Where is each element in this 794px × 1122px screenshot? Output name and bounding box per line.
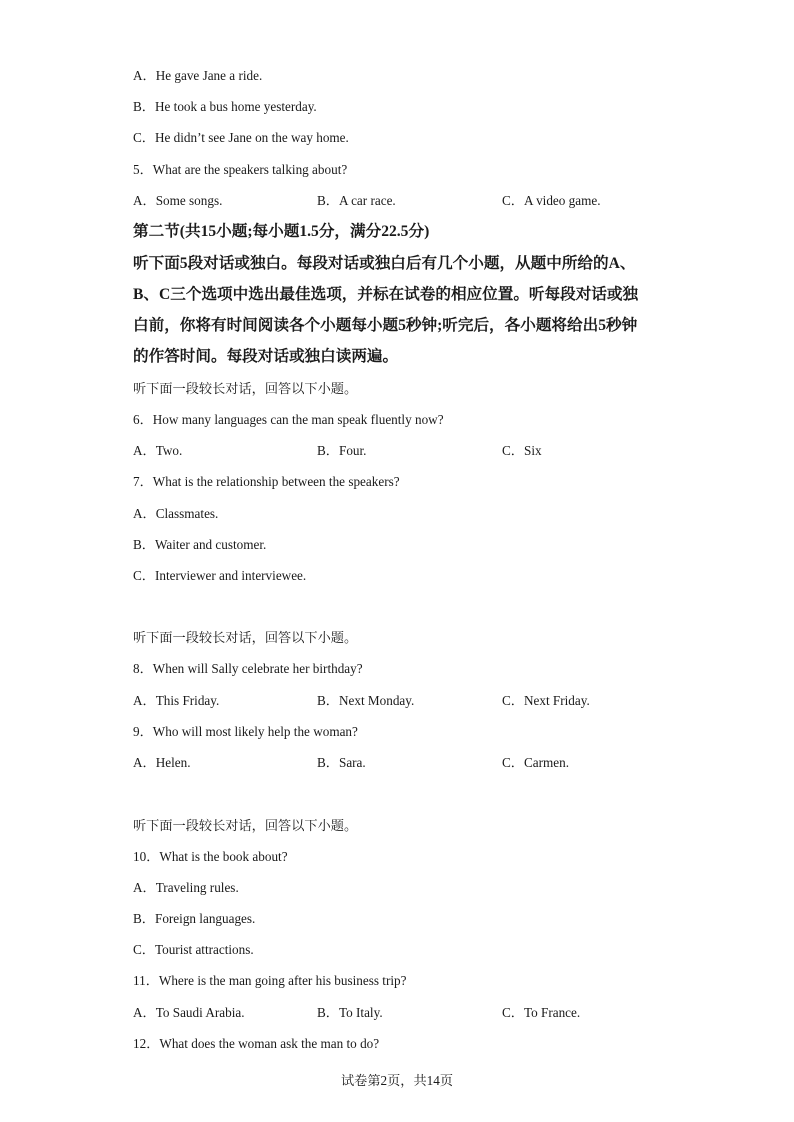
q8-options [133, 693, 693, 709]
q9-option-c: C．Carmen. [502, 755, 570, 770]
section-instructions-line-4: 的作答时间。每段对话或独白读两遍。 [133, 348, 399, 365]
q9-option-a: A．Helen. [133, 755, 191, 770]
q4-option-c: C．He didn’t see Jane on the way home. [133, 130, 349, 145]
q11-option-c: C．To France. [502, 1005, 581, 1020]
passage-intro: 听下面一段较长对话，回答以下小题。 [133, 381, 358, 396]
q10-question: 10．What is the book about? [133, 849, 288, 864]
section-instructions-line-2: B、C三个选项中选出最佳选项，并标在试卷的相应位置。听每段对话或独 [133, 286, 639, 303]
q8-option-c: C．Next Friday. [502, 693, 590, 708]
q4-option-b: B．He took a bus home yesterday. [133, 99, 317, 114]
q5-options [133, 193, 693, 209]
q7-option-b: B．Waiter and customer. [133, 537, 267, 552]
q8-option-b: B．Next Monday. [317, 693, 415, 708]
q10-option-b: B．Foreign languages. [133, 911, 256, 926]
q9-options [133, 755, 693, 771]
section-instructions-line-3: 白前，你将有时间阅读各个小题每小题5秒钟;听完后，各小题将给出5秒钟 [133, 317, 638, 334]
q6-option-a: A．Two. [133, 443, 183, 458]
q6-option-b: B．Four. [317, 443, 367, 458]
q7-question: 7．What is the relationship between the speakers? [133, 474, 400, 489]
q5-option-c: C．A video game. [502, 193, 601, 208]
passage-intro: 听下面一段较长对话，回答以下小题。 [133, 630, 358, 645]
q11-options [133, 1005, 693, 1021]
q4-option-a: A．He gave Jane a ride. [133, 68, 263, 83]
q12-question: 12．What does the woman ask the man to do? [133, 1036, 380, 1051]
section-instructions-line-1: 听下面5段对话或独白。每段对话或独白后有几个小题，从题中所给的A、 [133, 255, 636, 272]
q6-option-c: C．Six [502, 443, 542, 458]
page-footer: 试卷第2页，共14页 [340, 1073, 454, 1088]
q7-option-c: C．Interviewer and interviewee. [133, 568, 307, 583]
q5-option-b: B．A car race. [317, 193, 396, 208]
q11-option-a: A．To Saudi Arabia. [133, 1005, 245, 1020]
q6-options [133, 443, 693, 459]
q11-option-b: B．To Italy. [317, 1005, 383, 1020]
q10-option-a: A．Traveling rules. [133, 880, 239, 895]
q10-option-c: C．Tourist attractions. [133, 942, 254, 957]
section-heading: 第二节(共15小题;每小题1.5分，满分22.5分) [133, 223, 430, 240]
q5-question: 5．What are the speakers talking about? [133, 162, 348, 177]
q5-option-a: A．Some songs. [133, 193, 223, 208]
q9-option-b: B．Sara. [317, 755, 366, 770]
q9-question: 9．Who will most likely help the woman? [133, 724, 358, 739]
q6-question: 6．How many languages can the man speak fluently now? [133, 412, 444, 427]
q8-option-a: A．This Friday. [133, 693, 220, 708]
q8-question: 8．When will Sally celebrate her birthday? [133, 661, 363, 676]
q11-question: 11．Where is the man going after his business trip? [133, 973, 407, 988]
passage-intro: 听下面一段较长对话，回答以下小题。 [133, 818, 358, 833]
q7-option-a: A．Classmates. [133, 506, 219, 521]
